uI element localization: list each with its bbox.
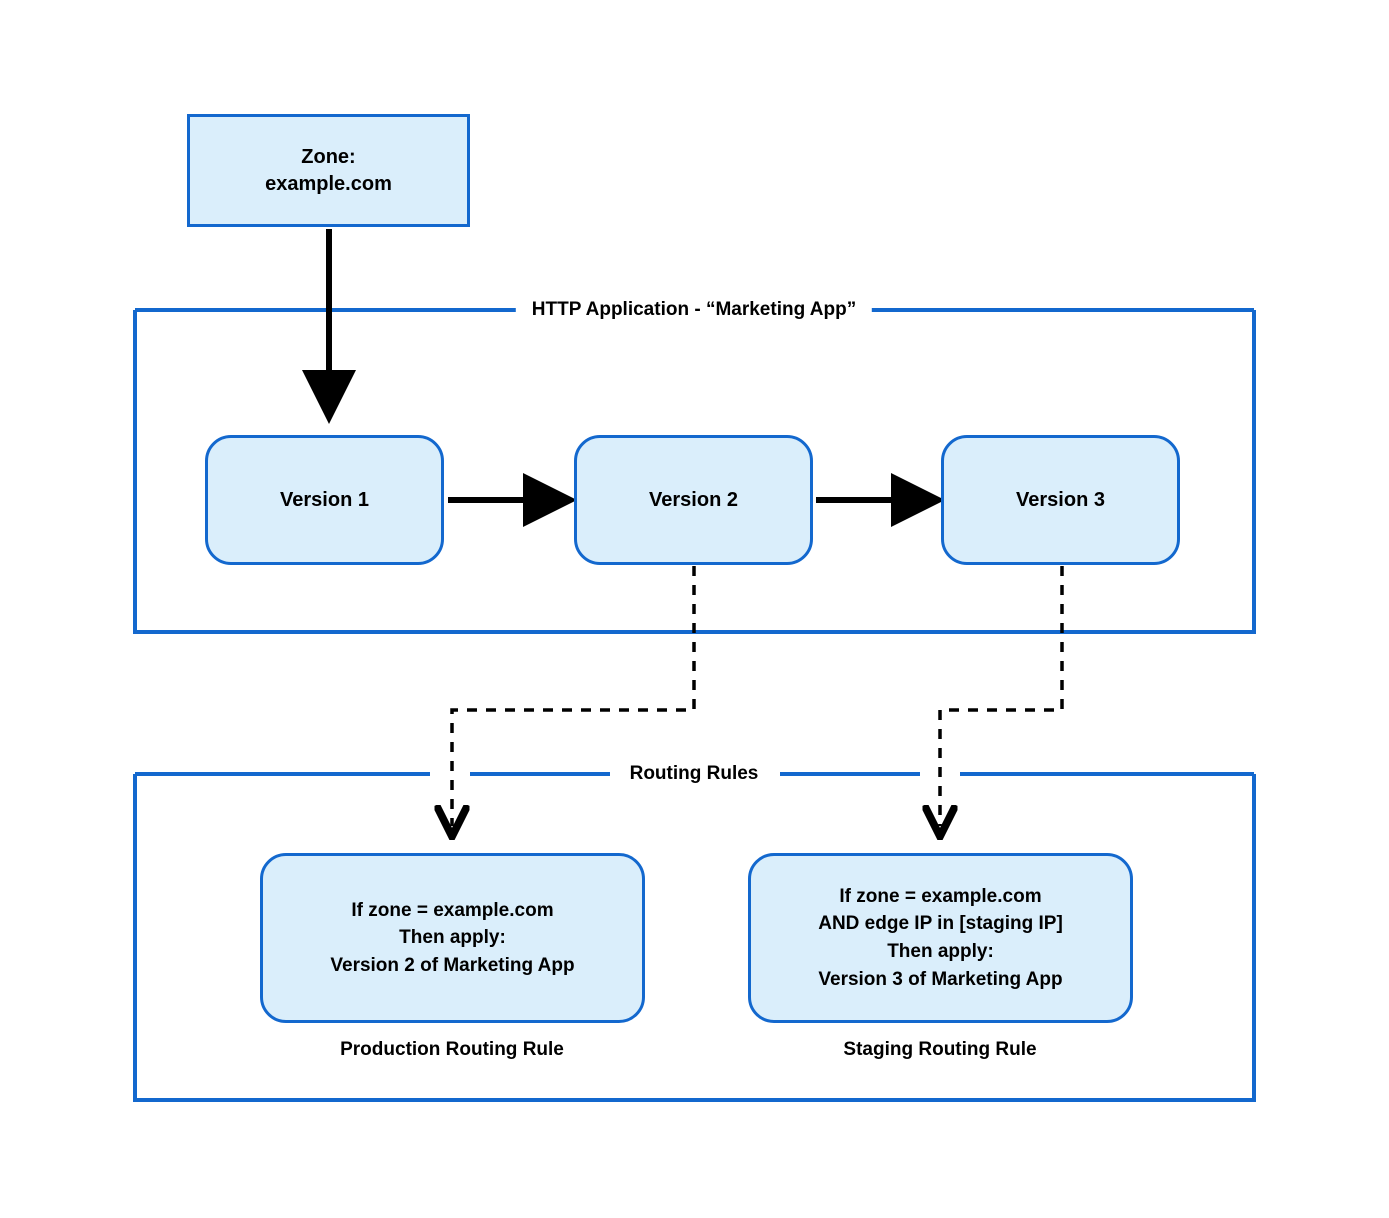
node-production-routing-rule xyxy=(260,853,645,1023)
zone-node xyxy=(187,114,470,227)
group-label-routing-rules: Routing Rules xyxy=(614,763,775,785)
production-rule-line2: Then apply: xyxy=(399,927,506,949)
dashed-version2-to-production-rule xyxy=(452,566,694,826)
node-version-2 xyxy=(574,435,813,565)
node-version-3-label: Version 3 xyxy=(1016,488,1105,511)
staging-rule-line3: Then apply: xyxy=(887,941,994,962)
node-version-2-label: Version 2 xyxy=(649,488,738,511)
production-rule-line1: If zone = example.com xyxy=(351,899,554,921)
production-rule-line3: Version 2 of Marketing App xyxy=(330,954,575,976)
staging-rule-line2: AND edge IP in [staging IP] xyxy=(818,913,1063,935)
zone-label-line1: Zone: xyxy=(301,145,356,168)
caption-staging-routing-rule: Staging Routing Rule xyxy=(843,1039,1037,1060)
dashed-version3-to-staging-rule xyxy=(940,566,1062,826)
node-version-1-label: Version 1 xyxy=(280,488,369,511)
node-staging-routing-rule xyxy=(748,853,1133,1023)
caption-production-routing-rule: Production Routing Rule xyxy=(340,1039,564,1060)
zone-label-line2: example.com xyxy=(265,172,392,195)
node-version-1 xyxy=(205,435,444,565)
staging-rule-line4: Version 3 of Marketing App xyxy=(818,968,1063,990)
staging-rule-line1: If zone = example.com xyxy=(839,885,1042,907)
group-label-http-application: HTTP Application - “Marketing App” xyxy=(516,299,872,321)
node-version-3 xyxy=(941,435,1180,565)
